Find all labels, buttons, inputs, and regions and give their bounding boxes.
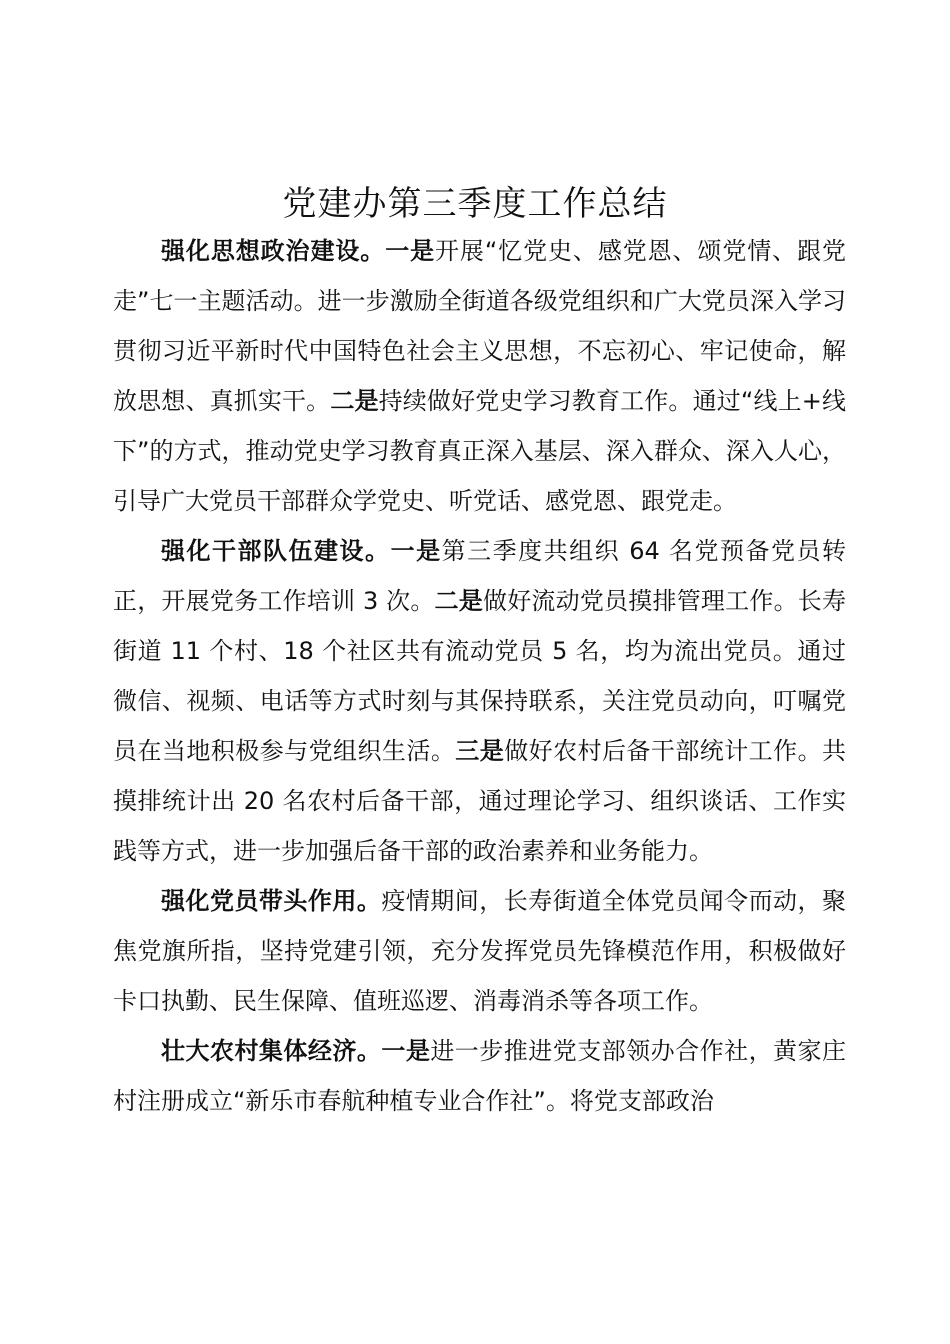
item-marker: 一是 [381, 1037, 431, 1065]
document-body [113, 226, 846, 1126]
paragraph-text: 做好流动党员摸排管理工作。长寿街道 11 个村、18 个社区共有流动党员 5 名，均为流出党员。通过微信、视频、电话等方式时刻与其保持联系，关注党员动向，叮嘱党员在当地积极参与党组织生活。 [113, 587, 847, 765]
paragraph-party-member [113, 876, 846, 1026]
paragraph-text: 做好农村后备干部统计工作。共摸排统计出 20 名农村后备干部，通过理论学习、组织谈话、工作实践等方式，进一步加强后备干部的政治素养和业务能力。 [113, 737, 847, 865]
paragraph-heading: 强化党员带头作用。 [161, 887, 382, 915]
item-marker: 二是 [330, 387, 379, 415]
item-marker: 一是 [385, 237, 436, 265]
item-marker: 二是 [434, 587, 483, 615]
paragraph-text: 第三季度共组织 64 名党预备党员转正，开展党务工作培训 3 次。 [113, 537, 847, 615]
paragraph-text: 疫情期间，长寿街道全体党员闻令而动，聚焦党旗所指，坚持党建引领，充分发挥党员先锋模范作用，积极做好卡口执勤、民生保障、值班巡逻、消毒消杀等各项工作。 [113, 887, 847, 1015]
paragraph-heading: 强化思想政治建设。 [161, 237, 386, 265]
paragraph-collective-economy [113, 1026, 846, 1126]
paragraph-text: 持续做好党史学习教育工作。通过“线上+线下”的方式，推动党史学习教育真正深入基层、深入群众、深入人心，引导广大党员干部群众学党史、听党话、感党恩、跟党走。 [113, 387, 847, 515]
item-marker: 一是 [390, 537, 442, 565]
paragraph-ideology [113, 226, 846, 526]
paragraph-heading: 强化干部队伍建设。 [161, 537, 391, 565]
document-title: 党建办第三季度工作总结 [282, 184, 668, 224]
paragraph-text: 进一步推进党支部领办合作社，黄家庄村注册成立“新乐市春航种植专业合作社”。将党支部政治 [113, 1037, 847, 1115]
paragraph-text: 开展“忆党史、感党恩、颂党情、跟党走”七一主题活动。进一步激励全街道各级党组织和广大党员深入学习贯彻习近平新时代中国特色社会主义思想，不忘初心、牢记使命，解放思想、真抓实干。 [113, 237, 847, 415]
paragraph-cadre [113, 526, 846, 876]
paragraph-heading: 壮大农村集体经济。 [161, 1037, 382, 1065]
item-marker: 三是 [455, 737, 505, 765]
